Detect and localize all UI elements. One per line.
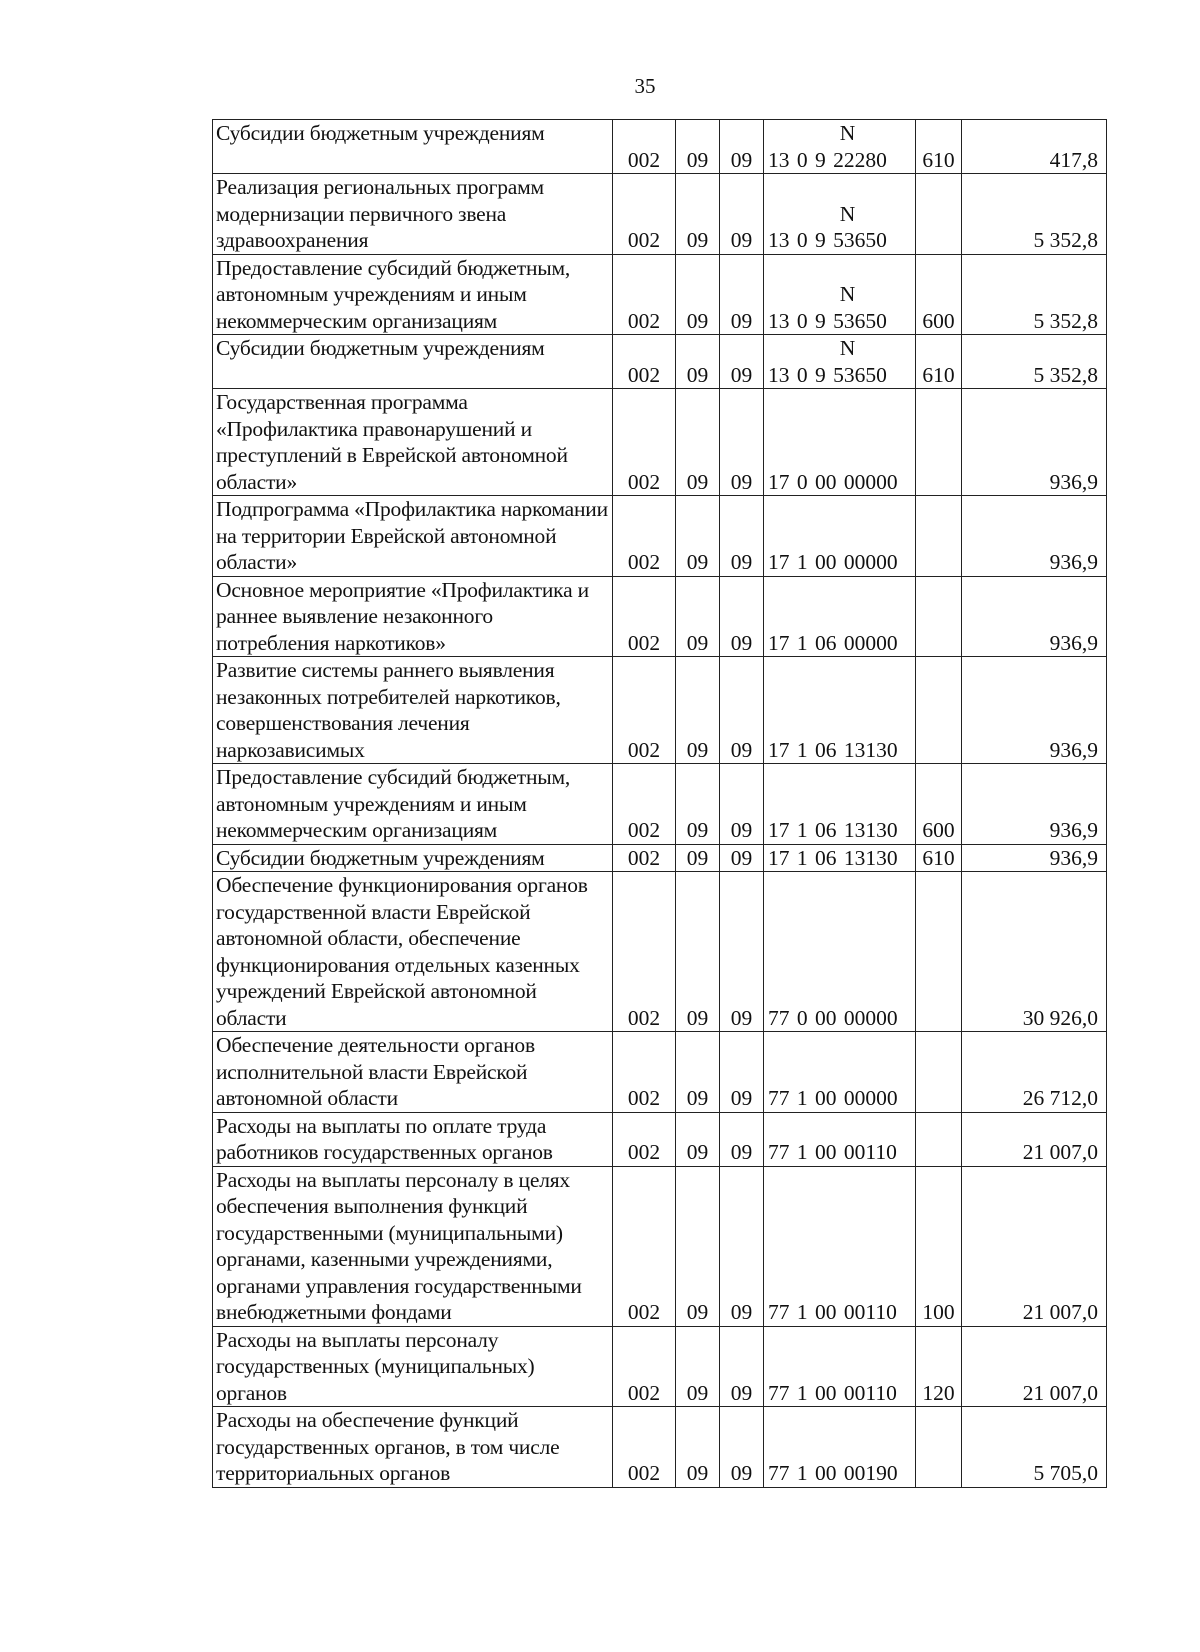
row-expense-type-code [916, 576, 962, 657]
row-expense-type-code [916, 496, 962, 577]
row-name: Обеспечение функционирования органов государственной власти Еврейской автономной области, обеспечение функционирования отдельных казенных учреждений Еврейской автономной области [213, 872, 613, 1032]
table-row [213, 120, 1107, 174]
row-expense-type-code [916, 1407, 962, 1488]
row-target-article-code [764, 657, 916, 764]
row-amount: 936,9 [962, 657, 1107, 764]
row-target-article-value: 77 1 00 00110 [768, 1380, 897, 1405]
row-grbs-code: 002 [613, 254, 676, 335]
row-target-article-code [764, 872, 916, 1032]
row-target-article-code [764, 335, 916, 389]
row-target-article-value: 13 0 9 53650 [768, 362, 887, 387]
row-expense-type-code: 610 [916, 844, 962, 872]
table-row [213, 254, 1107, 335]
row-section-code: 09 [676, 764, 720, 845]
row-target-article-value: 77 1 00 00190 [768, 1461, 898, 1485]
row-grbs-code: 002 [613, 657, 676, 764]
row-expense-type-code [916, 1032, 962, 1113]
row-grbs-code: 002 [613, 1166, 676, 1326]
row-target-article-note: N [839, 336, 856, 360]
row-grbs-code: 002 [613, 335, 676, 389]
row-section-code: 09 [676, 844, 720, 872]
row-target-article-code [764, 1032, 916, 1113]
row-target-article-code [764, 576, 916, 657]
row-target-article-value: 77 0 00 00000 [768, 1005, 898, 1030]
row-section-code: 09 [676, 1166, 720, 1326]
row-amount: 936,9 [962, 389, 1107, 496]
row-grbs-code: 002 [613, 1112, 676, 1166]
row-grbs-code: 002 [613, 844, 676, 872]
table-row [213, 335, 1107, 389]
row-target-article-code [764, 1407, 916, 1488]
row-subsection-code: 09 [720, 844, 764, 872]
row-section-code: 09 [676, 1326, 720, 1407]
row-target-article-value: 17 1 06 13130 [768, 845, 898, 870]
row-amount: 21 007,0 [962, 1326, 1107, 1407]
row-subsection-code: 09 [720, 335, 764, 389]
row-subsection-code: 09 [720, 576, 764, 657]
table-row [213, 1032, 1107, 1113]
row-subsection-code: 09 [720, 1407, 764, 1488]
row-expense-type-code: 600 [916, 254, 962, 335]
row-subsection-code: 09 [720, 1032, 764, 1113]
row-grbs-code: 002 [613, 496, 676, 577]
row-grbs-code: 002 [613, 174, 676, 255]
row-section-code: 09 [676, 496, 720, 577]
row-grbs-code: 002 [613, 1407, 676, 1488]
row-amount: 936,9 [962, 844, 1107, 872]
row-section-code: 09 [676, 335, 720, 389]
table-row [213, 576, 1107, 657]
row-target-article-value: 13 0 9 53650 [768, 228, 887, 252]
table-row [213, 1407, 1107, 1488]
row-amount: 30 926,0 [962, 872, 1107, 1032]
row-name: Расходы на выплаты персоналу государственных (муниципальных) органов [213, 1326, 613, 1407]
table-row [213, 844, 1107, 872]
row-grbs-code: 002 [613, 1032, 676, 1113]
row-subsection-code: 09 [720, 1166, 764, 1326]
row-name: Предоставление субсидий бюджетным, автономным учреждениям и иным некоммерческим организациям [213, 764, 613, 845]
row-section-code: 09 [676, 1407, 720, 1488]
table-body [213, 120, 1107, 1488]
row-name: Развитие системы раннего выявления незаконных потребителей наркотиков, совершенствования лечения наркозависимых [213, 657, 613, 764]
row-expense-type-code [916, 1112, 962, 1166]
row-expense-type-code: 600 [916, 764, 962, 845]
row-target-article-code [764, 389, 916, 496]
row-target-article-note: N [839, 201, 856, 226]
table-row [213, 174, 1107, 255]
row-amount: 5 352,8 [962, 174, 1107, 255]
row-subsection-code: 09 [720, 174, 764, 255]
row-section-code: 09 [676, 254, 720, 335]
row-expense-type-code: 100 [916, 1166, 962, 1326]
row-target-article-value: 17 0 00 00000 [768, 469, 898, 494]
row-name: Реализация региональных программ модернизации первичного звена здравоохранения [213, 174, 613, 255]
row-section-code: 09 [676, 872, 720, 1032]
row-amount: 936,9 [962, 576, 1107, 657]
row-target-article-value: 77 1 00 00110 [768, 1140, 897, 1164]
row-name: Расходы на выплаты по оплате труда работников государственных органов [213, 1112, 613, 1166]
row-target-article-note: N [839, 282, 856, 306]
row-subsection-code: 09 [720, 496, 764, 577]
row-name: Расходы на выплаты персоналу в целях обеспечения выполнения функций государственными (муниципальными) органами, казенными учреждениями, органами управления государственными внебюджетными фондами [213, 1166, 613, 1326]
row-section-code: 09 [676, 1112, 720, 1166]
row-target-article-code [764, 764, 916, 845]
row-amount: 5 352,8 [962, 335, 1107, 389]
row-subsection-code: 09 [720, 120, 764, 174]
page-number: 35 [634, 74, 656, 98]
row-name: Обеспечение деятельности органов исполнительной власти Еврейской автономной области [213, 1032, 613, 1113]
row-amount: 417,8 [962, 120, 1107, 174]
row-target-article-value: 17 1 00 00000 [768, 550, 898, 574]
row-target-article-code [764, 1166, 916, 1326]
row-name: Субсидии бюджетным учреждениям [213, 120, 613, 174]
row-expense-type-code: 610 [916, 120, 962, 174]
row-amount: 21 007,0 [962, 1112, 1107, 1166]
row-target-article-code [764, 1326, 916, 1407]
row-grbs-code: 002 [613, 576, 676, 657]
row-target-article-value: 17 1 06 13130 [768, 818, 898, 842]
row-target-article-value: 77 1 00 00000 [768, 1086, 898, 1110]
row-subsection-code: 09 [720, 872, 764, 1032]
row-amount: 5 352,8 [962, 254, 1107, 335]
table-row [213, 657, 1107, 764]
table-row [213, 1326, 1107, 1407]
row-expense-type-code [916, 872, 962, 1032]
row-name: Основное мероприятие «Профилактика и раннее выявление незаконного потребления наркотиков» [213, 576, 613, 657]
row-amount: 936,9 [962, 764, 1107, 845]
row-target-article-code [764, 120, 916, 174]
row-grbs-code: 002 [613, 764, 676, 845]
row-subsection-code: 09 [720, 1112, 764, 1166]
row-expense-type-code [916, 657, 962, 764]
row-name: Государственная программа «Профилактика правонарушений и преступлений в Еврейской автономной области» [213, 389, 613, 496]
row-target-article-code [764, 496, 916, 577]
table-row [213, 764, 1107, 845]
row-target-article-code [764, 1112, 916, 1166]
row-target-article-code [764, 254, 916, 335]
row-subsection-code: 09 [720, 254, 764, 335]
row-grbs-code: 002 [613, 1326, 676, 1407]
row-grbs-code: 002 [613, 389, 676, 496]
row-section-code: 09 [676, 120, 720, 174]
row-target-article-note: N [839, 121, 856, 145]
row-grbs-code: 002 [613, 872, 676, 1032]
row-target-article-value: 17 1 06 00000 [768, 630, 898, 655]
row-section-code: 09 [676, 389, 720, 496]
table-row [213, 1112, 1107, 1166]
table-row [213, 872, 1107, 1032]
row-section-code: 09 [676, 576, 720, 657]
row-grbs-code: 002 [613, 120, 676, 174]
table-row [213, 389, 1107, 496]
row-name: Предоставление субсидий бюджетным, автономным учреждениям и иным некоммерческим организациям [213, 254, 613, 335]
row-name: Расходы на обеспечение функций государственных органов, в том числе территориальных органов [213, 1407, 613, 1488]
row-amount: 5 705,0 [962, 1407, 1107, 1488]
row-name: Подпрограмма «Профилактика наркомании на территории Еврейской автономной области» [213, 496, 613, 577]
row-amount: 936,9 [962, 496, 1107, 577]
row-target-article-value: 17 1 06 13130 [768, 737, 898, 762]
row-target-article-value: 13 0 9 53650 [768, 308, 887, 333]
row-target-article-code [764, 174, 916, 255]
row-amount: 21 007,0 [962, 1166, 1107, 1326]
row-section-code: 09 [676, 1032, 720, 1113]
budget-table [212, 119, 1107, 1488]
row-subsection-code: 09 [720, 389, 764, 496]
row-expense-type-code: 610 [916, 335, 962, 389]
row-target-article-code [764, 844, 916, 872]
row-section-code: 09 [676, 174, 720, 255]
row-subsection-code: 09 [720, 657, 764, 764]
row-target-article-value: 77 1 00 00110 [768, 1300, 897, 1324]
row-section-code: 09 [676, 657, 720, 764]
row-amount: 26 712,0 [962, 1032, 1107, 1113]
row-subsection-code: 09 [720, 764, 764, 845]
row-target-article-value: 13 0 9 22280 [768, 147, 887, 172]
row-expense-type-code [916, 389, 962, 496]
table-row [213, 1166, 1107, 1326]
row-name: Субсидии бюджетным учреждениям [213, 844, 613, 872]
row-expense-type-code: 120 [916, 1326, 962, 1407]
row-name: Субсидии бюджетным учреждениям [213, 335, 613, 389]
row-subsection-code: 09 [720, 1326, 764, 1407]
table-row [213, 496, 1107, 577]
row-expense-type-code [916, 174, 962, 255]
